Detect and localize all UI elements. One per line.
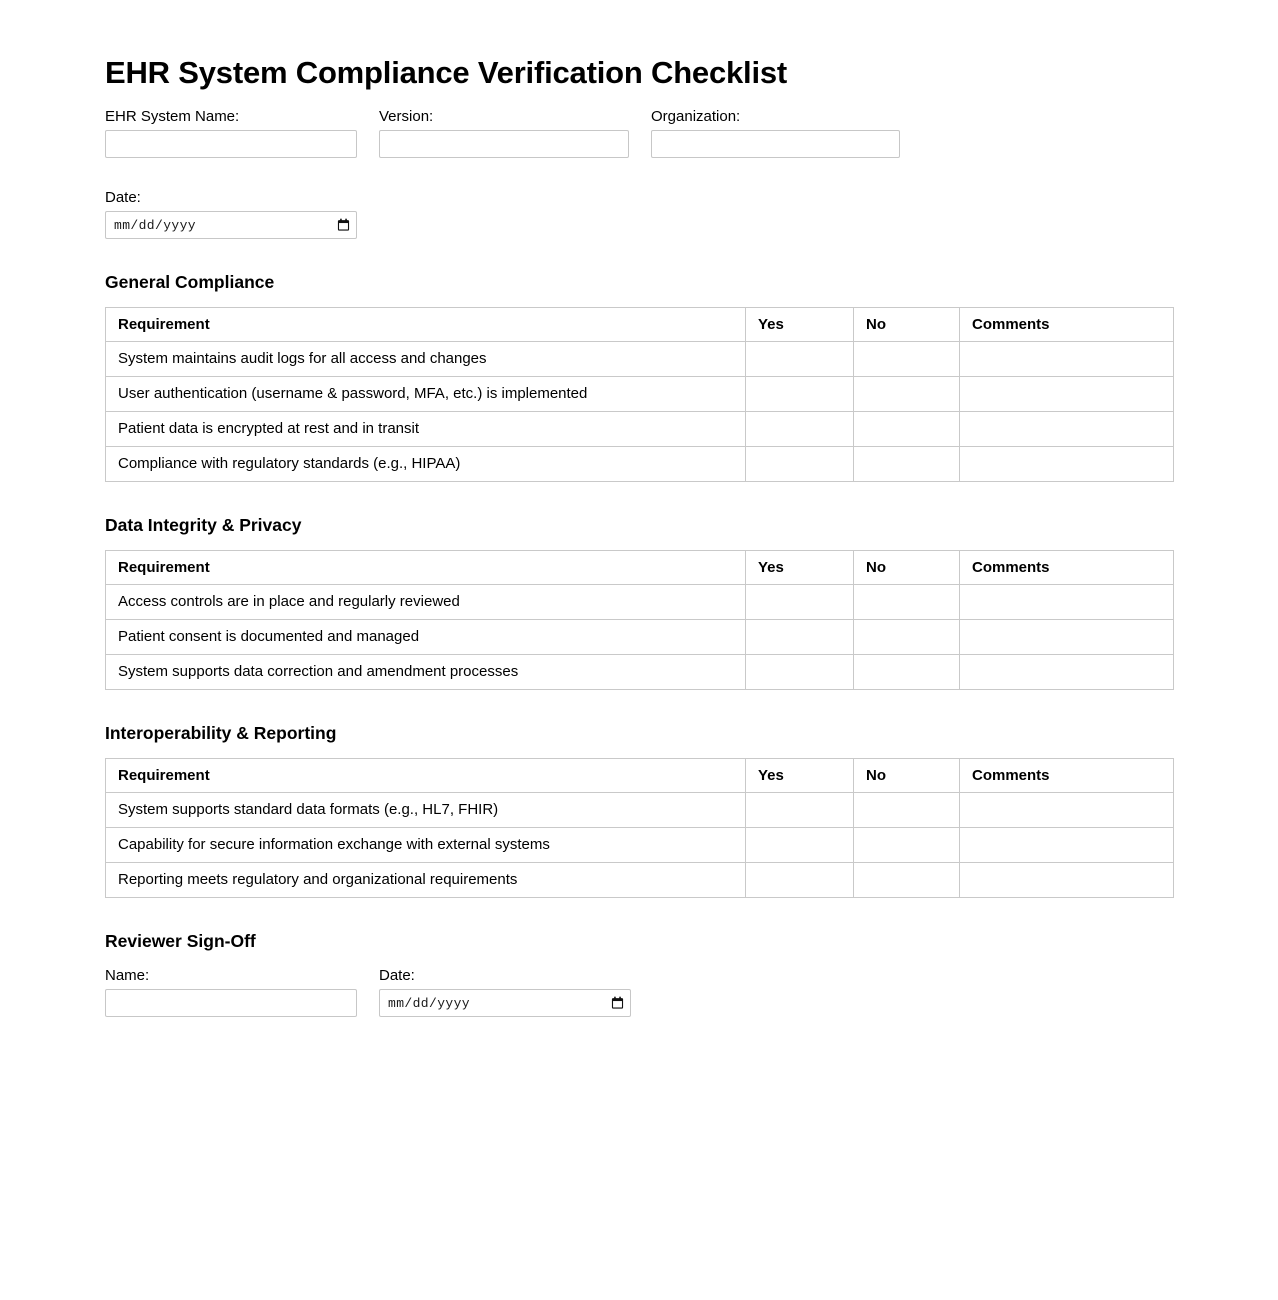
yes-cell[interactable] bbox=[746, 412, 854, 447]
field-group-date bbox=[105, 188, 357, 239]
yes-cell[interactable] bbox=[746, 655, 854, 690]
no-cell[interactable] bbox=[854, 793, 960, 828]
page-title: EHR System Compliance Verification Checklist bbox=[105, 55, 788, 90]
yes-cell[interactable] bbox=[746, 377, 854, 412]
yes-cell[interactable] bbox=[746, 447, 854, 482]
date-label: Date: bbox=[105, 189, 141, 207]
date-placeholder-text: mm/dd/yyyy bbox=[114, 217, 197, 233]
date-input[interactable] bbox=[105, 211, 357, 239]
requirement-cell: Patient consent is documented and managed bbox=[106, 620, 746, 655]
yes-cell[interactable] bbox=[746, 585, 854, 620]
no-cell[interactable] bbox=[854, 620, 960, 655]
field-group-organization bbox=[651, 107, 900, 158]
column-header-yes: Yes bbox=[746, 551, 854, 585]
field-group-version bbox=[379, 107, 629, 158]
reviewer-date-label: Date: bbox=[379, 967, 415, 985]
comments-cell[interactable] bbox=[960, 655, 1174, 690]
section-heading-data-integrity-privacy: Data Integrity & Privacy bbox=[105, 515, 302, 536]
table-row bbox=[106, 412, 1174, 447]
comments-cell[interactable] bbox=[960, 412, 1174, 447]
comments-cell[interactable] bbox=[960, 585, 1174, 620]
reviewer-date-placeholder-text: mm/dd/yyyy bbox=[388, 995, 471, 1011]
comments-cell[interactable] bbox=[960, 377, 1174, 412]
column-header-comments: Comments bbox=[960, 308, 1174, 342]
column-header-requirement: Requirement bbox=[106, 551, 746, 585]
column-header-yes: Yes bbox=[746, 308, 854, 342]
column-header-no: No bbox=[854, 308, 960, 342]
yes-cell[interactable] bbox=[746, 793, 854, 828]
calendar-icon[interactable] bbox=[337, 218, 350, 232]
requirement-cell: Access controls are in place and regularly reviewed bbox=[106, 585, 746, 620]
reviewer-name-input[interactable] bbox=[105, 989, 357, 1017]
requirement-cell: System supports data correction and amendment processes bbox=[106, 655, 746, 690]
organization-input[interactable] bbox=[651, 130, 900, 158]
requirement-cell: Reporting meets regulatory and organizational requirements bbox=[106, 863, 746, 898]
requirement-cell: Compliance with regulatory standards (e.g., HIPAA) bbox=[106, 447, 746, 482]
requirement-cell: Patient data is encrypted at rest and in transit bbox=[106, 412, 746, 447]
reviewer-name-label: Name: bbox=[105, 967, 150, 985]
table-interoperability-reporting bbox=[105, 758, 1174, 898]
comments-cell[interactable] bbox=[960, 342, 1174, 377]
signoff-fields-row bbox=[105, 966, 1173, 1017]
table-row bbox=[106, 793, 1174, 828]
table-header-row bbox=[106, 308, 1174, 342]
no-cell[interactable] bbox=[854, 377, 960, 412]
table-general-compliance bbox=[105, 307, 1174, 482]
system-name-input[interactable] bbox=[105, 130, 357, 158]
calendar-icon[interactable] bbox=[611, 996, 624, 1010]
requirement-cell: System maintains audit logs for all access and changes bbox=[106, 342, 746, 377]
field-group-reviewer-name bbox=[105, 966, 357, 1017]
date-field-row bbox=[105, 188, 1173, 239]
table-row bbox=[106, 342, 1174, 377]
table-header-row bbox=[106, 551, 1174, 585]
no-cell[interactable] bbox=[854, 447, 960, 482]
table-row bbox=[106, 447, 1174, 482]
system-name-label: EHR System Name: bbox=[105, 108, 240, 126]
comments-cell[interactable] bbox=[960, 793, 1174, 828]
reviewer-date-input[interactable] bbox=[379, 989, 631, 1017]
column-header-requirement: Requirement bbox=[106, 759, 746, 793]
table-data-integrity-privacy bbox=[105, 550, 1174, 690]
section-heading-general-compliance: General Compliance bbox=[105, 272, 275, 293]
yes-cell[interactable] bbox=[746, 828, 854, 863]
header-fields-row bbox=[105, 107, 1173, 158]
table-row bbox=[106, 863, 1174, 898]
column-header-no: No bbox=[854, 759, 960, 793]
spacer bbox=[105, 164, 1173, 188]
organization-label: Organization: bbox=[651, 108, 741, 126]
yes-cell[interactable] bbox=[746, 620, 854, 655]
yes-cell[interactable] bbox=[746, 863, 854, 898]
no-cell[interactable] bbox=[854, 412, 960, 447]
version-input[interactable] bbox=[379, 130, 629, 158]
comments-cell[interactable] bbox=[960, 447, 1174, 482]
section-heading-reviewer-signoff: Reviewer Sign-Off bbox=[105, 931, 256, 952]
column-header-requirement: Requirement bbox=[106, 308, 746, 342]
requirement-cell: User authentication (username & password, MFA, etc.) is implemented bbox=[106, 377, 746, 412]
no-cell[interactable] bbox=[854, 863, 960, 898]
table-row bbox=[106, 620, 1174, 655]
table-row bbox=[106, 377, 1174, 412]
section-heading-interoperability-reporting: Interoperability & Reporting bbox=[105, 723, 337, 744]
column-header-yes: Yes bbox=[746, 759, 854, 793]
requirement-cell: System supports standard data formats (e.g., HL7, FHIR) bbox=[106, 793, 746, 828]
table-row bbox=[106, 585, 1174, 620]
yes-cell[interactable] bbox=[746, 342, 854, 377]
column-header-comments: Comments bbox=[960, 759, 1174, 793]
column-header-no: No bbox=[854, 551, 960, 585]
column-header-comments: Comments bbox=[960, 551, 1174, 585]
no-cell[interactable] bbox=[854, 655, 960, 690]
table-row bbox=[106, 828, 1174, 863]
comments-cell[interactable] bbox=[960, 863, 1174, 898]
no-cell[interactable] bbox=[854, 585, 960, 620]
version-label: Version: bbox=[379, 108, 434, 126]
comments-cell[interactable] bbox=[960, 828, 1174, 863]
requirement-cell: Capability for secure information exchange with external systems bbox=[106, 828, 746, 863]
no-cell[interactable] bbox=[854, 342, 960, 377]
table-header-row bbox=[106, 759, 1174, 793]
field-group-system-name bbox=[105, 107, 357, 158]
comments-cell[interactable] bbox=[960, 620, 1174, 655]
table-row bbox=[106, 655, 1174, 690]
no-cell[interactable] bbox=[854, 828, 960, 863]
field-group-reviewer-date bbox=[379, 966, 631, 1017]
